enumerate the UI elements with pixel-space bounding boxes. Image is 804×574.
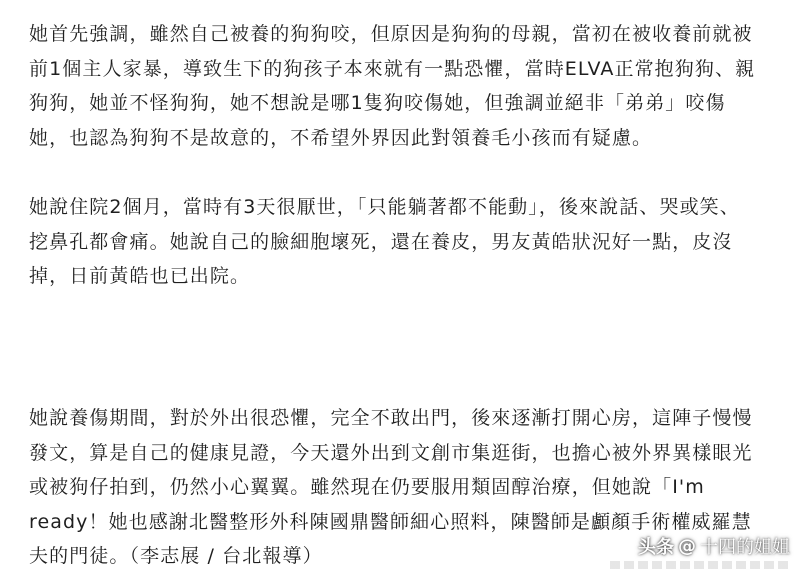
paragraph-line: 她說住院2個月，當時有3天很厭世，「只能躺著都不能動」，後來說話、哭或笑、 bbox=[29, 196, 740, 218]
source-watermark bbox=[638, 533, 790, 559]
paragraph-line: 挖鼻孔都會痛。她說自己的臉細胞壞死，還在養皮，男友黃皓狀況好一點，皮沒 bbox=[29, 230, 733, 253]
paragraph-line: 夫的門徒。（李志展 / 台北報導） bbox=[29, 545, 323, 567]
paragraph-line: ready！她也感謝北醫整形外科陳國鼎醫師細心照料，陳醫師是顱顏手術權威羅慧 bbox=[29, 510, 752, 533]
paragraph-line: 或被狗仔拍到，仍然小心翼翼。雖然現在仍要服用類固醇治療，但她說「I'm bbox=[29, 476, 705, 498]
paragraph-2 bbox=[29, 190, 789, 294]
paragraph-line: 掉，日前黃皓也已出院。 bbox=[29, 265, 251, 287]
watermark-author: 十四的姐姐 bbox=[700, 537, 790, 558]
paragraph-line: 發文，算是自己的健康見證，今天還外出到文創市集逛街，也擔心被外界異樣眼光 bbox=[29, 441, 753, 464]
paragraph-line: 她首先強調，雖然自己被養的狗狗咬，但原因是狗狗的母親，當初在被收養前就被 bbox=[29, 23, 753, 45]
paragraph-line: 她，也認為狗狗不是故意的，不希望外界因此對領養毛小孩而有疑慮。 bbox=[29, 126, 653, 149]
watermark-at: @ bbox=[678, 535, 696, 557]
article-body bbox=[29, 0, 789, 569]
paragraph-line: 她說養傷期間，對於外出很恐懼，完全不敢出門，後來逐漸打開心房，這陣子慢慢 bbox=[29, 407, 753, 429]
paragraph-line: 狗狗，她並不怪狗狗，她不想說是哪1隻狗咬傷她，但強調並絕非「弟弟」咬傷 bbox=[29, 92, 726, 114]
faded-watermark-strip bbox=[610, 561, 790, 569]
paragraph-line: 前1個主人家暴，導致生下的狗孩子本來就有一點恐懼，當時ELVA正常抱狗狗、親 bbox=[29, 57, 756, 80]
paragraph-1 bbox=[29, 17, 789, 155]
watermark-source: 头条 bbox=[638, 537, 674, 558]
